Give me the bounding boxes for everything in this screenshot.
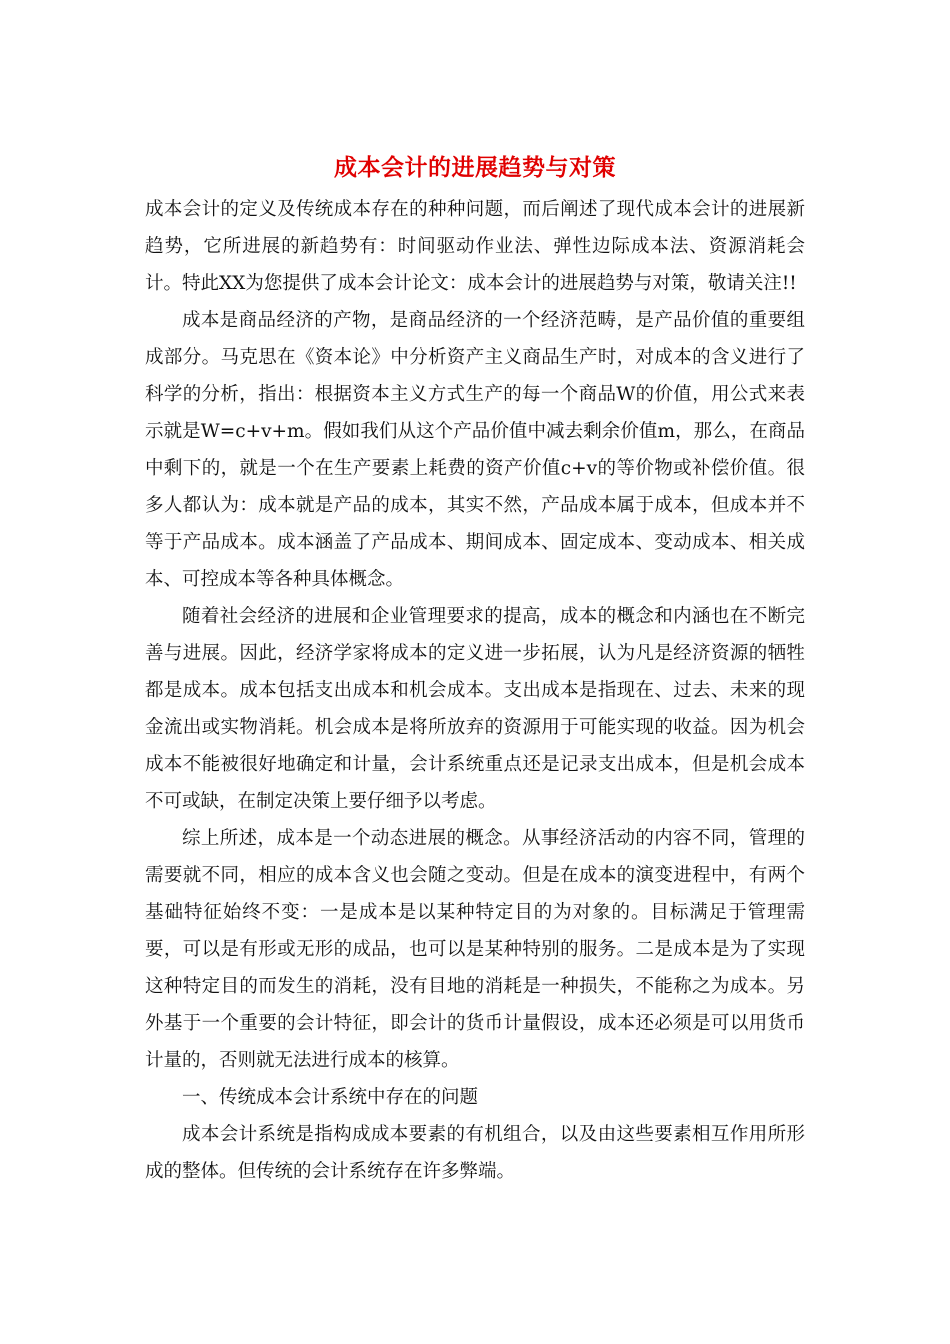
document-body xyxy=(145,191,805,1190)
body-paragraph: 综上所述，成本是一个动态进展的概念。从事经济活动的内容不同，管理的需要就不同，相应的成本含义也会随之变动。但是在成本的演变进程中，有两个基础特征始终不变：一是成本是以某种特定目的为对象的。目标满足于管理需要，可以是有形或无形的成品，也可以是某种特别的服务。二是成本是为了实现这种特定目的而发生的消耗，没有目地的消耗是一种损失，不能称之为成本。另外基于一个重要的会计特征，即会计的货币计量假设，成本还必须是可以用货币计量的，否则就无法进行成本的核算。 xyxy=(145,828,805,1071)
body-paragraph: 成本会计系统是指构成成本要素的有机组合，以及由这些要素相互作用所形成的整体。但传统的会计系统存在许多弊端。 xyxy=(145,1124,805,1182)
section-heading: 一、传统成本会计系统中存在的问题 xyxy=(182,1087,479,1108)
body-paragraph: 随着社会经济的进展和企业管理要求的提高，成本的概念和内涵也在不断完善与进展。因此，经济学家将成本的定义进一步拓展，认为凡是经济资源的牺牲都是成本。成本包括支出成本和机会成本。支出成本是指现在、过去、未来的现金流出或实物消耗。机会成本是将所放弃的资源用于可能实现的收益。因为机会成本不能被很好地确定和计量，会计系统重点还是记录支出成本，但是机会成本不可或缺，在制定决策上要仔细予以考虑。 xyxy=(145,606,805,812)
body-paragraph: 成本是商品经济的产物，是商品经济的一个经济范畴，是产品价值的重要组成部分。马克思在《资本论》中分析资产主义商品生产时，对成本的含义进行了科学的分析，指出：根据资本主义方式生产的每一个商品W的价值，用公式来表示就是W=c+v+m。假如我们从这个产品价值中减去剩余价值m，那么，在商品中剩下的，就是一个在生产要素上耗费的资产价值c+v的等价物或补偿价值。很多人都认为：成本就是产品的成本，其实不然，产品成本属于成本，但成本并不等于产品成本。成本涵盖了产品成本、期间成本、固定成本、变动成本、相关成本、可控成本等各种具体概念。 xyxy=(145,310,805,590)
document-title: 成本会计的进展趋势与对策 xyxy=(334,155,616,181)
intro-paragraph: 成本会计的定义及传统成本存在的种种问题，而后阐述了现代成本会计的进展新趋势，它所进展的新趋势有：时间驱动作业法、弹性边际成本法、资源消耗会计。特此XX为您提供了成本会计论文：成本会计的进展趋势与对策，敬请关注!! xyxy=(145,199,805,294)
